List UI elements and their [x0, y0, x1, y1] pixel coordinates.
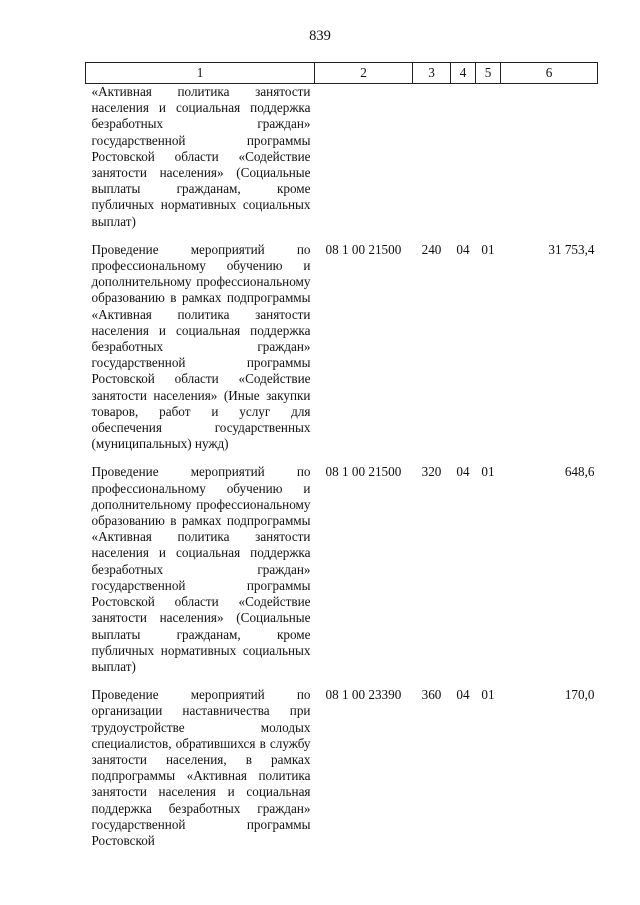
row-section: 04	[456, 464, 470, 480]
row-expense-type: 320	[421, 464, 442, 480]
table-row	[86, 84, 598, 230]
row-subsection: 01	[481, 241, 495, 257]
table-row	[86, 230, 598, 453]
table-header	[86, 63, 598, 84]
header-row	[86, 63, 598, 84]
header-col-5: 5	[476, 63, 501, 84]
header-col-4: 4	[451, 63, 476, 84]
row-sum	[501, 84, 598, 230]
page-number: 839	[309, 28, 331, 44]
row-subsection	[476, 84, 501, 230]
row-name: Проведение мероприятий по профессиональному обучению и дополнительному профессиональному образованию в рамках подпрограммы «Активная политика занятости населения и социальная поддержка безработных граждан» государственной программы Ростовской области «Содействие занятости населения» (Социальные выплаты гражданам, кроме публичных нормативных социальных выплат)	[91, 464, 311, 674]
row-expense-type: 240	[421, 241, 442, 257]
row-sum: 170,0	[564, 687, 595, 703]
header-col-3: 3	[413, 63, 451, 84]
row-sum: 31 753,4	[548, 241, 595, 257]
row-name: «Активная политика занятости населения и социальная поддержка безработных граждан» государственной программы Ростовской области «Содействие занятости населения» (Социальные выплаты гражданам, кроме публичных нормативных социальных выплат)	[91, 84, 311, 229]
row-section: 04	[456, 241, 470, 257]
row-section	[451, 84, 476, 230]
row-code: 08 1 00 21500	[325, 464, 402, 480]
table-body	[86, 84, 598, 850]
row-name: Проведение мероприятий по организации наставничества при трудоустройстве молодых специалистов, обратившихся в службу занятости населения, в рамках подпрограммы «Активная политика занятости населения и социальная поддержка безработных граждан» государственной программы Ростовской	[91, 687, 311, 848]
row-subsection: 01	[481, 687, 495, 703]
budget-table	[85, 62, 598, 849]
row-code	[315, 84, 413, 230]
row-code: 08 1 00 23390	[325, 687, 402, 703]
row-code: 08 1 00 21500	[325, 241, 402, 257]
row-sum: 648,6	[564, 464, 595, 480]
table-row	[86, 675, 598, 849]
table-row	[86, 452, 598, 675]
row-expense-type: 360	[421, 687, 442, 703]
header-col-6: 6	[501, 63, 598, 84]
header-col-1: 1	[86, 63, 315, 84]
row-section: 04	[456, 687, 470, 703]
row-subsection: 01	[481, 464, 495, 480]
header-col-2: 2	[315, 63, 413, 84]
row-expense-type	[413, 84, 451, 230]
row-name: Проведение мероприятий по профессиональному обучению и дополнительному профессиональному образованию в рамках подпрограммы «Активная политика занятости населения и социальная поддержка безработных граждан» государственной программы Ростовской области «Содействие занятости населения» (Иные закупки товаров, работ и услуг для обеспечения государственных (муниципальных) нужд)	[91, 241, 311, 452]
